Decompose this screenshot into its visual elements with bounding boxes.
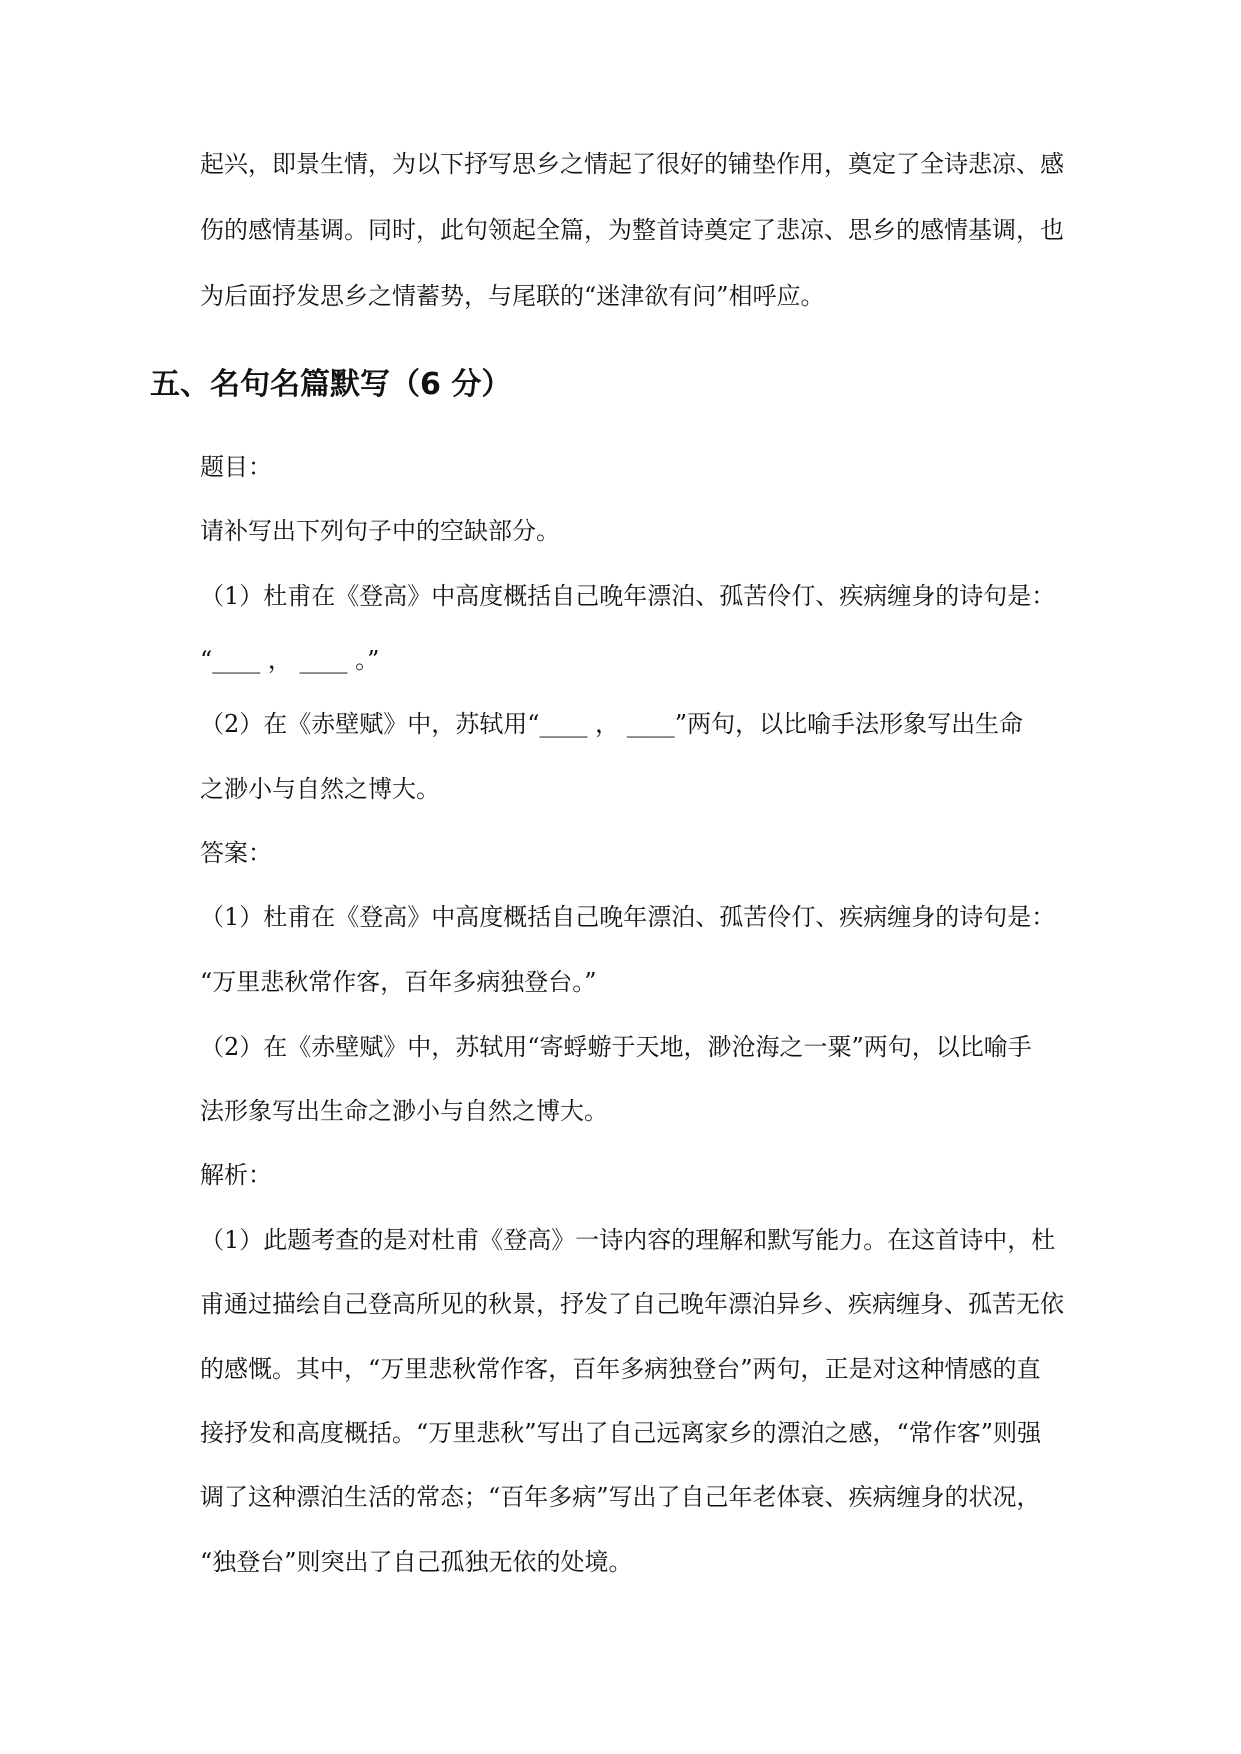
analysis-line-1: （1）此题考查的是对杜甫《登高》一诗内容的理解和默写能力。在这首诗中，杜 <box>200 1226 1056 1254</box>
section-heading: 五、名句名篇默写（6 分） <box>150 367 512 402</box>
intro-line-2: 伤的感情基调。同时，此句领起全篇，为整首诗奠定了悲凉、思乡的感情基调，也 <box>200 216 1064 244</box>
intro-line-1: 起兴，即景生情，为以下抒写思乡之情起了很好的铺垫作用，奠定了全诗悲凉、感 <box>200 150 1064 178</box>
question-line-3: “____ ， ____ 。” <box>200 646 380 674</box>
answer-line-2: “万里悲秋常作客，百年多病独登台。” <box>200 968 597 996</box>
intro-line-3: 为后面抒发思乡之情蓄势，与尾联的“迷津欲有问”相呼应。 <box>200 282 825 310</box>
answer-line-1: （1）杜甫在《登高》中高度概括自己晚年漂泊、孤苦伶仃、疾病缠身的诗句是： <box>200 903 1056 931</box>
answer-line-4: 法形象写出生命之渺小与自然之博大。 <box>200 1097 608 1125</box>
analysis-line-6: “独登台”则突出了自己孤独无依的处境。 <box>200 1548 633 1576</box>
analysis-label: 解析： <box>200 1161 272 1189</box>
question-label: 题目： <box>200 453 272 481</box>
answer-label: 答案： <box>200 839 272 867</box>
question-line-1: 请补写出下列句子中的空缺部分。 <box>200 517 560 545</box>
answer-line-3: （2）在《赤壁赋》中，苏轼用“寄蜉蝣于天地，渺沧海之一粟”两句，以比喻手 <box>200 1033 1032 1061</box>
analysis-line-3: 的感慨。其中，“万里悲秋常作客，百年多病独登台”两句，正是对这种情感的直 <box>200 1355 1041 1383</box>
analysis-line-2: 甫通过描绘自己登高所见的秋景，抒发了自己晚年漂泊异乡、疾病缠身、孤苦无依 <box>200 1290 1064 1318</box>
question-line-4: （2）在《赤壁赋》中，苏轼用“____ ， ____”两句，以比喻手法形象写出生命 <box>200 710 1024 738</box>
analysis-line-5: 调了这种漂泊生活的常态；“百年多病”写出了自己年老体衰、疾病缠身的状况， <box>200 1483 1041 1511</box>
analysis-line-4: 接抒发和高度概括。“万里悲秋”写出了自己远离家乡的漂泊之感，“常作客”则强 <box>200 1419 1042 1447</box>
question-line-5: 之渺小与自然之博大。 <box>200 775 440 803</box>
question-line-2: （1）杜甫在《登高》中高度概括自己晚年漂泊、孤苦伶仃、疾病缠身的诗句是： <box>200 582 1056 610</box>
